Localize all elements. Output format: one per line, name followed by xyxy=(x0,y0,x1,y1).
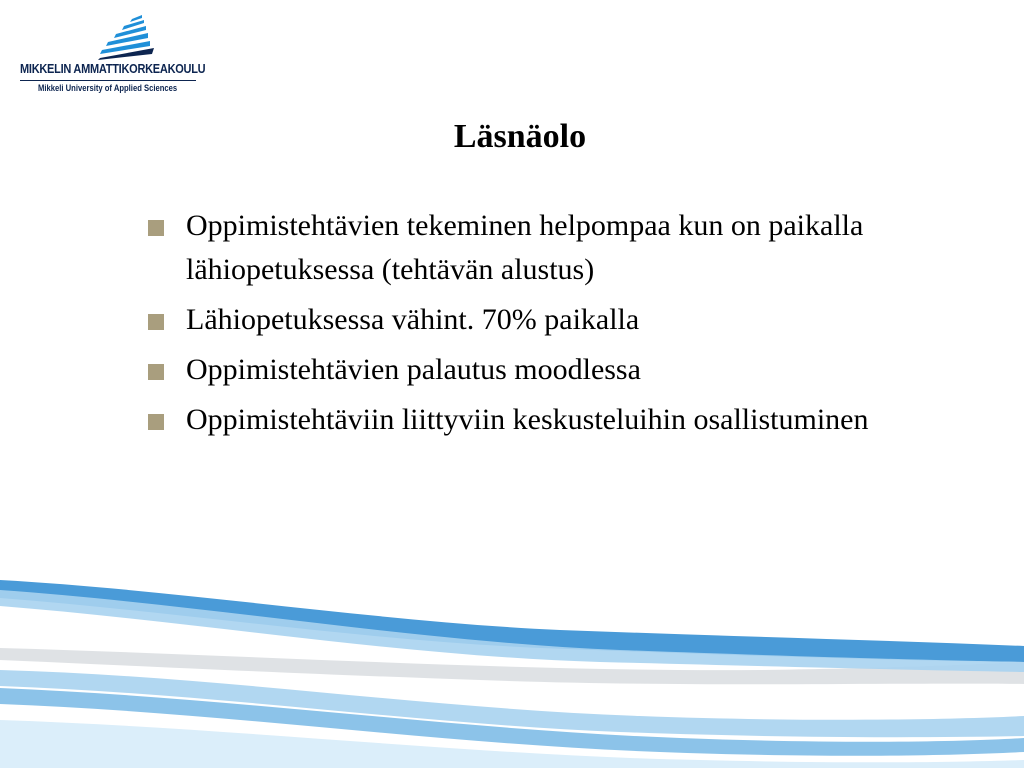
bullet-item xyxy=(148,398,908,442)
decorative-waves xyxy=(0,560,1024,768)
logo-divider xyxy=(20,80,196,81)
bullet-text: Lähiopetuksessa vähint. 70% paikalla xyxy=(186,303,640,336)
logo-subtitle: Mikkeli University of Applied Sciences xyxy=(38,83,178,93)
square-bullet-icon xyxy=(148,364,164,380)
bullet-item xyxy=(148,204,908,292)
bullet-item xyxy=(148,348,908,392)
bullet-text: Oppimistehtävien tekeminen helpompaa kun on paikalla lähiopetuksessa (tehtävän alustus) xyxy=(186,209,864,286)
bullet-text: Oppimistehtäviin liittyviin keskusteluihin osallistuminen xyxy=(186,403,869,436)
square-bullet-icon xyxy=(148,220,164,236)
square-bullet-icon xyxy=(148,414,164,430)
school-logo xyxy=(18,14,208,100)
slide-title: Läsnäolo xyxy=(453,118,587,155)
logo-wave-icon xyxy=(94,14,158,60)
square-bullet-icon xyxy=(148,314,164,330)
bullet-item xyxy=(148,298,908,342)
bullet-list xyxy=(148,204,908,448)
logo-name: MIKKELIN AMMATTIKORKEAKOULU xyxy=(20,62,206,76)
bullet-text: Oppimistehtävien palautus moodlessa xyxy=(186,353,641,386)
